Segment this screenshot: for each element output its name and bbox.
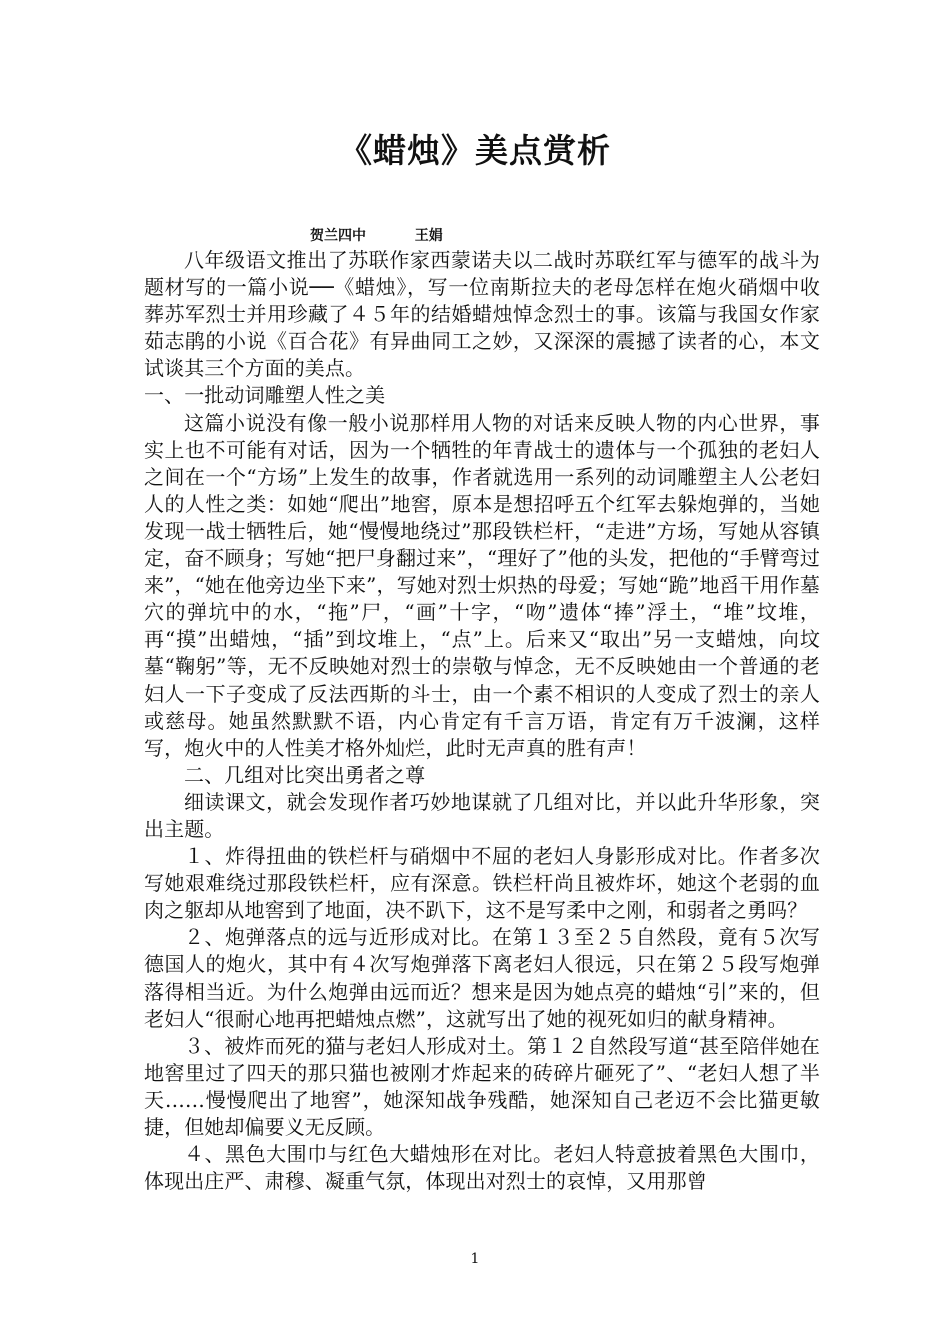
section-2-intro-paragraph: 细读课文，就会发现作者巧妙地谋就了几组对比，并以此升华形象，突出主题。 — [144, 789, 820, 841]
document-title: 《蜡烛》美点赏析 — [339, 131, 611, 170]
section-1-paragraph: 这篇小说没有像一般小说那样用人物的对话来反映人物的内心世界，事实上也不可能有对话，因为一个牺牲的年青战士的遗体与一个孤独的老妇人之间在一个“方场”上发生的故事，作者就选用一系列的动词雕塑主人公老妇人的人性之类：如她“爬出”地窖，原本是想招呼五个红军去躲炮弹的，当她发现一战士牺牲后，她“慢慢地绕过”那段铁栏杆，“走进”方场，写她从容镇定，奋不顾身；写她“把尸身翻过来”，“理好了”他的头发，把他的“手臂弯过来”，“她在他旁边坐下来”，写她对烈士炽热的母爱；写她“跪”地舀干用作墓穴的弹坑中的水，“拖”尸，“画”十字，“吻”遗体“捧”浮土，“堆”坟堆，再“摸”出蜡烛，“插”到坟堆上，“点”上。后来又“取出”另一支蜡烛，向坟墓“鞠躬”等，无不反映她对烈士的崇敬与悼念，无不反映她由一个普通的老妇人一下子变成了反法西斯的斗士，由一个素不相识的人变成了烈士的亲人或慈母。她虽然默默不语，内心肯定有千言万语，肯定有万千波澜，这样写，炮火中的人性美才格外灿烂，此时无声真的胜有声！ — [144, 410, 820, 760]
section-heading-1: 一、一批动词雕塑人性之美 — [144, 383, 386, 408]
author-byline: 贺兰四中 王娟 — [310, 228, 443, 244]
contrast-1-paragraph: １、炸得扭曲的铁栏杆与硝烟中不屈的老妇人身影形成对比。作者多次写她艰难绕过那段铁栏杆，应有深意。铁栏杆尚且被炸坏，她这个老弱的血肉之躯却从地窖到了地面，决不趴下，这不是写柔中之刚，和弱者之勇吗？ — [144, 844, 820, 923]
page-number: 1 — [470, 1251, 480, 1267]
section-heading-2: 二、几组对比突出勇者之尊 — [184, 762, 426, 787]
contrast-2-paragraph: ２、炮弹落点的远与近形成对比。在第１３至２５自然段，竟有５次写德国人的炮火，其中有４次写炮弹落下离老妇人很远，只在第２５段写炮弹落得相当近。为什么炮弹由远而近？想来是因为她点亮的蜡烛“引”来的，但老妇人“很耐心地再把蜡烛点燃”，这就写出了她的视死如归的献身精神。 — [144, 925, 820, 1031]
contrast-4-paragraph: ４、黑色大围巾与红色大蜡烛形在对比。老妇人特意披着黑色大围巾，体现出庄严、肃穆、凝重气氛，体现出对烈士的哀悼，又用那曾 — [144, 1142, 820, 1194]
contrast-3-paragraph: ３、被炸而死的猫与老妇人形成对土。第１２自然段写道“甚至陪伴她在地窖里过了四天的那只猫也被刚才炸起来的砖碎片砸死了”、“老妇人想了半天……慢慢爬出了地窖”，她深知战争残酷，她深知自己老迈不会比猫更敏捷，但她却偏要义无反顾。 — [144, 1033, 820, 1139]
intro-paragraph: 八年级语文推出了苏联作家西蒙诺夫以二战时苏联红军与德军的战斗为题材写的一篇小说──《蜡烛》，写一位南斯拉夫的老母怎样在炮火硝烟中收葬苏军烈士并用珍藏了４５年的结婚蜡烛悼念烈士的事。该篇与我国女作家茹志鹃的小说《百合花》有异曲同工之妙，又深深的震撼了读者的心，本文试谈其三个方面的美点。 — [144, 248, 820, 381]
document-body — [144, 247, 820, 1195]
